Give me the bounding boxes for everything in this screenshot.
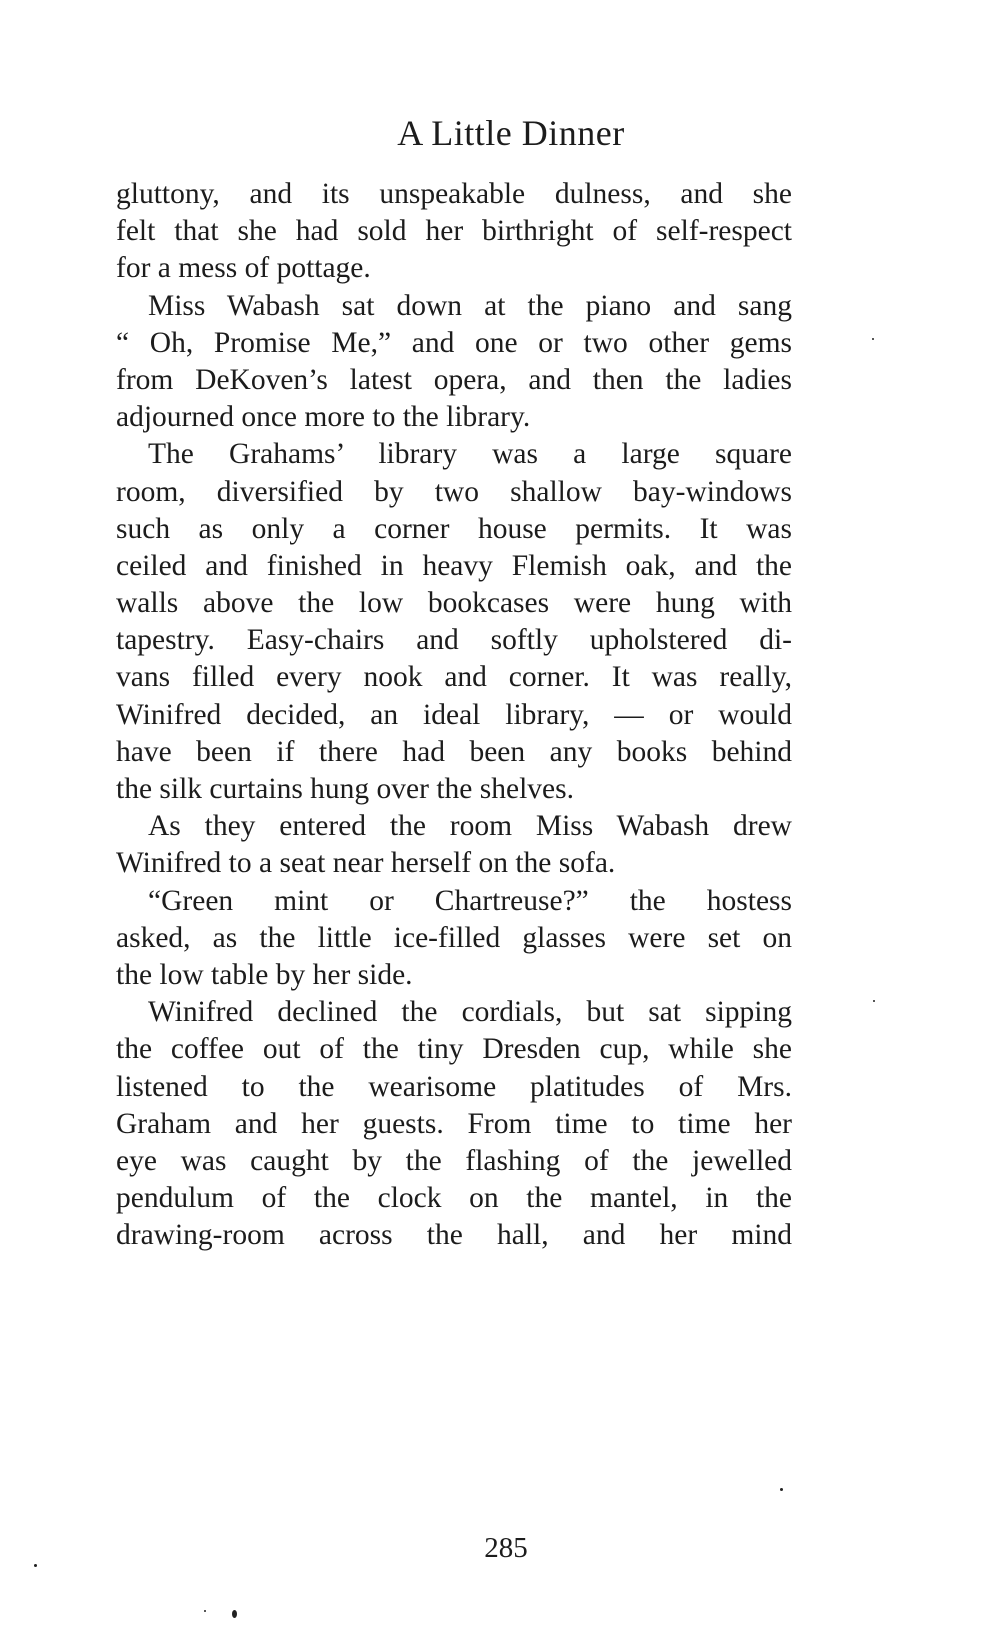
text-line: room, diversified by two shallow bay-windows (116, 475, 792, 508)
text-line: “ Oh, Promise Me,” and one or two other gems (116, 326, 792, 359)
text-line: drawing-room across the hall, and her mind (116, 1219, 792, 1252)
text-line: Winifred to a seat near herself on the sofa. (116, 847, 616, 880)
text-line: such as only a corner house permits. It was (116, 512, 792, 545)
text-line: tapestry. Easy-chairs and softly upholstered di- (116, 624, 792, 657)
text-line: pendulum of the clock on the mantel, in the (116, 1182, 792, 1215)
text-line: The Grahams’ library was a large square (148, 438, 792, 471)
text-line: “Green mint or Chartreuse?” the hostess (148, 884, 792, 917)
text-line: felt that she had sold her birthright of self-respect (116, 215, 792, 248)
text-line: the coffee out of the tiny Dresden cup, while she (116, 1033, 792, 1066)
scan-speck (873, 1000, 875, 1002)
body-text (116, 176, 792, 1254)
text-line: Winifred declined the cordials, but sat sipping (148, 996, 792, 1029)
text-line: from DeKoven’s latest opera, and then the ladies (116, 363, 792, 396)
text-line: adjourned once more to the library. (116, 401, 531, 434)
page-number: 285 (484, 1532, 528, 1564)
text-line: ceiled and finished in heavy Flemish oak, and the (116, 549, 792, 582)
scan-speck (34, 1564, 37, 1567)
text-line: asked, as the little ice-filled glasses were set on (116, 921, 792, 954)
text-line: Graham and her guests. From time to time her (116, 1107, 792, 1140)
scan-speck (780, 1488, 783, 1491)
text-line: listened to the wearisome platitudes of Mrs. (116, 1070, 792, 1103)
running-head: A Little Dinner (397, 113, 625, 153)
text-line: vans filled every nook and corner. It was really, (116, 661, 792, 694)
text-line: As they entered the room Miss Wabash drew (148, 810, 792, 843)
text-line: gluttony, and its unspeakable dulness, and she (116, 178, 792, 210)
scan-speck (872, 338, 874, 340)
text-line: Winifred decided, an ideal library, — or would (116, 698, 792, 731)
text-line: the silk curtains hung over the shelves. (116, 773, 574, 805)
scan-speck (232, 1610, 237, 1618)
scan-speck (204, 1610, 206, 1612)
text-line: the low table by her side. (116, 958, 413, 991)
text-line: walls above the low bookcases were hung with (116, 587, 792, 620)
text-line: eye was caught by the flashing of the jewelled (116, 1144, 792, 1177)
text-line: Miss Wabash sat down at the piano and sang (148, 289, 792, 322)
text-line: for a mess of pottage. (116, 252, 371, 285)
text-line: have been if there had been any books behind (116, 735, 792, 768)
